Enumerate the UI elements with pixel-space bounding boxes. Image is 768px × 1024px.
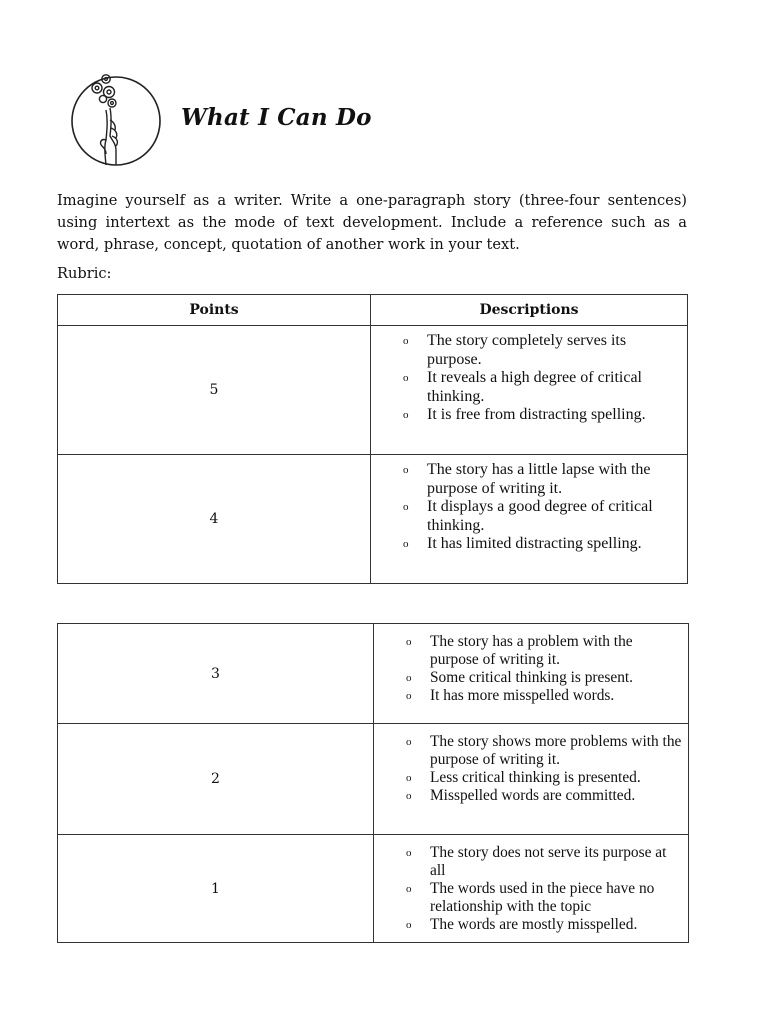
- instructions-paragraph: Imagine yourself as a writer. Write a one-paragraph story (three-four sentences) using intertext as the mode of text development. Include a reference such as a word, phrase, concept, quotation of another work in your text.: [57, 192, 687, 253]
- bullet: o: [403, 464, 409, 476]
- description-text: The story has a little lapse with the purpose of writing it.: [427, 461, 651, 497]
- bullet: o: [406, 690, 412, 702]
- bullet: o: [406, 790, 412, 802]
- list-item: [374, 687, 682, 705]
- rubric-table-continued: [57, 623, 689, 943]
- description-list: [371, 332, 677, 425]
- hand-gears-icon: [66, 70, 162, 170]
- points-cell: 3: [58, 624, 374, 724]
- points-cell: 1: [58, 835, 374, 943]
- table-row: [58, 624, 689, 724]
- list-item: [374, 880, 682, 916]
- bullet: o: [403, 409, 409, 421]
- bullet: o: [406, 736, 412, 748]
- list-item: [371, 498, 677, 535]
- description-text: The words are mostly misspelled.: [430, 916, 638, 933]
- description-list: [374, 844, 682, 934]
- bullet: o: [403, 372, 409, 384]
- description-list: [374, 733, 682, 805]
- points-column-header: Points: [58, 295, 371, 326]
- list-item: [374, 916, 682, 934]
- description-text: It reveals a high degree of critical thinking.: [427, 369, 642, 405]
- bullet: o: [406, 883, 412, 895]
- descriptions-cell: [374, 724, 689, 835]
- description-text: Less critical thinking is presented.: [430, 769, 641, 786]
- points-cell: 5: [58, 326, 371, 455]
- list-item: [374, 669, 682, 687]
- bullet: o: [406, 672, 412, 684]
- table-row: [58, 455, 688, 584]
- description-text: It displays a good degree of critical thinking.: [427, 498, 653, 534]
- table-row: [58, 724, 689, 835]
- list-item: [371, 369, 677, 406]
- description-list: [371, 461, 677, 554]
- list-item: [374, 787, 682, 805]
- description-list: [374, 633, 682, 705]
- description-text: The story has a problem with the purpose of writing it.: [430, 633, 633, 668]
- list-item: [371, 461, 677, 498]
- description-text: It has more misspelled words.: [430, 687, 615, 704]
- list-item: [371, 332, 677, 369]
- description-text: Some critical thinking is present.: [430, 669, 634, 686]
- bullet: o: [403, 538, 409, 550]
- description-text: It has limited distracting spelling.: [427, 535, 642, 552]
- description-text: The story shows more problems with the purpose of writing it.: [430, 733, 682, 768]
- table-row: [58, 835, 689, 943]
- table-header-row: [58, 295, 688, 326]
- descriptions-column-header: Descriptions: [371, 295, 688, 326]
- description-text: The words used in the piece have no relationship with the topic: [430, 880, 655, 915]
- bullet: o: [406, 772, 412, 784]
- list-item: [371, 406, 677, 425]
- table-row: [58, 326, 688, 455]
- rubric-table: [57, 294, 688, 584]
- descriptions-cell: [374, 835, 689, 943]
- bullet: o: [403, 335, 409, 347]
- description-text: The story completely serves its purpose.: [427, 332, 627, 368]
- page-title: What I Can Do: [181, 104, 372, 131]
- list-item: [371, 535, 677, 554]
- points-cell: 2: [58, 724, 374, 835]
- description-text: Misspelled words are committed.: [430, 787, 636, 804]
- list-item: [374, 633, 682, 669]
- rubric-label: Rubric:: [57, 265, 112, 282]
- descriptions-cell: [374, 624, 689, 724]
- descriptions-cell: [371, 455, 688, 584]
- list-item: [374, 769, 682, 787]
- bullet: o: [406, 636, 412, 648]
- descriptions-cell: [371, 326, 688, 455]
- description-text: The story does not serve its purpose at all: [430, 844, 667, 879]
- list-item: [374, 844, 682, 880]
- bullet: o: [406, 847, 412, 859]
- description-text: It is free from distracting spelling.: [427, 406, 646, 423]
- bullet: o: [406, 919, 412, 931]
- bullet: o: [403, 501, 409, 513]
- list-item: [374, 733, 682, 769]
- points-cell: 4: [58, 455, 371, 584]
